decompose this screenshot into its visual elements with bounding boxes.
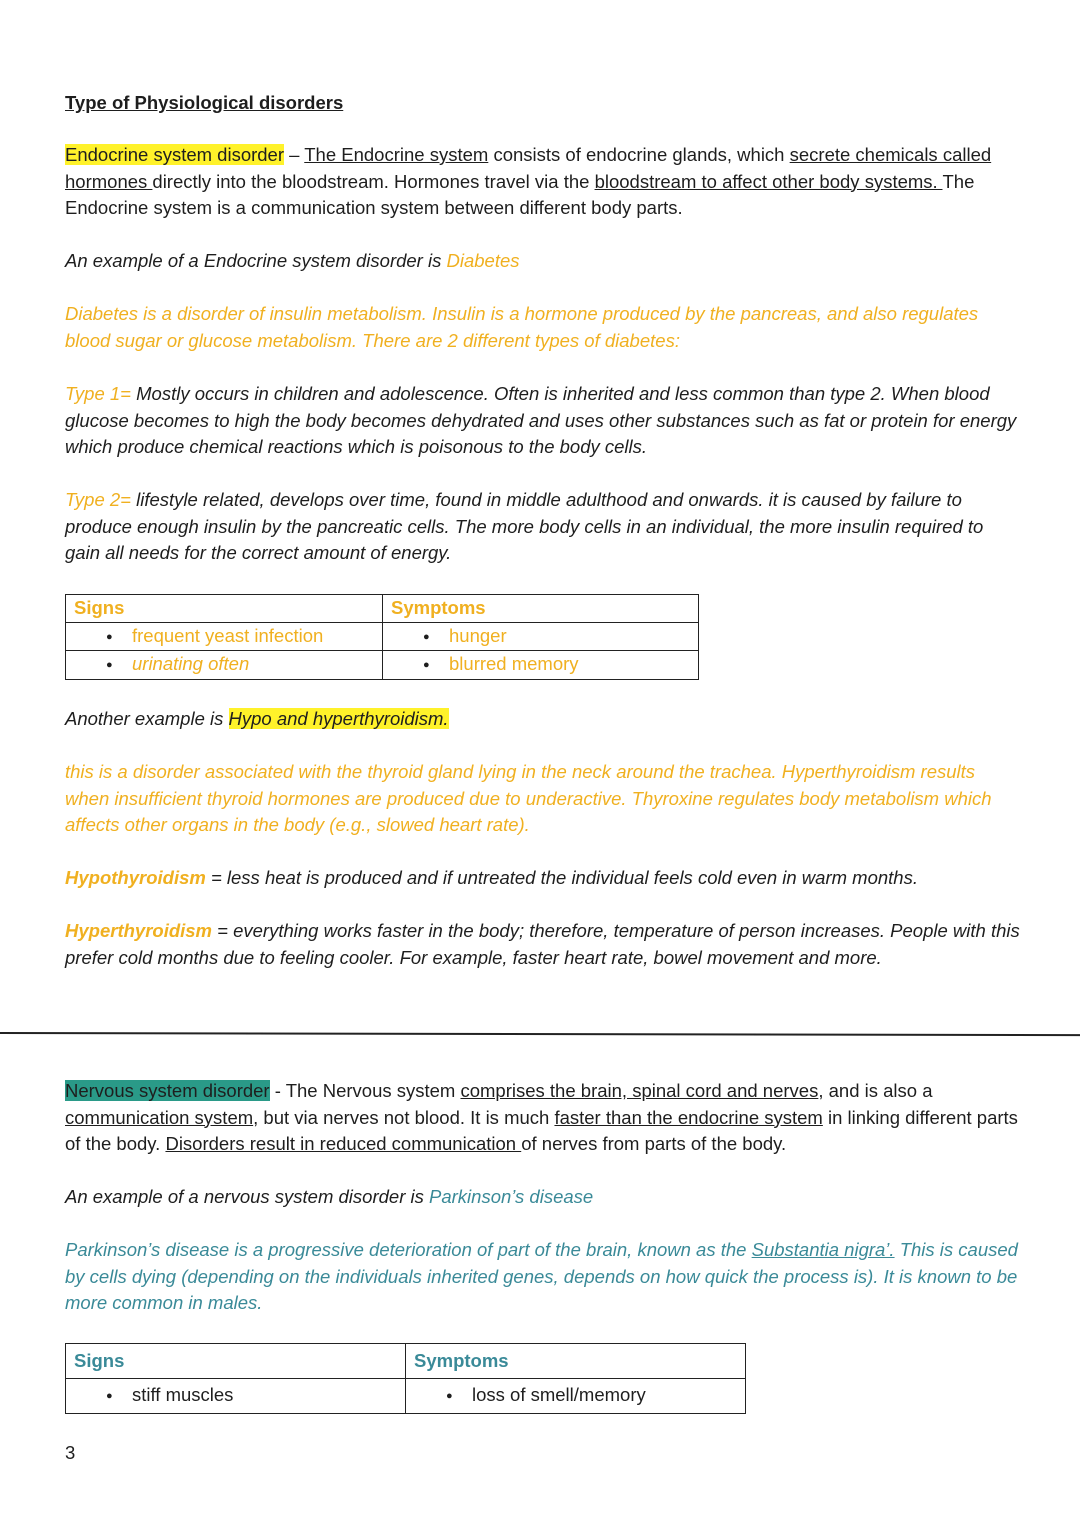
parkinsons-description: Parkinson’s disease is a progressive deterioration of part of the brain, known as the Substantia nigra’. This is caused by cells dying (depending on the individuals inherited genes, depends on how quick the process is). It is known to be more common in males. — [65, 1239, 1018, 1313]
section-divider — [0, 1032, 1080, 1036]
thyroid-description: this is a disorder associated with the thyroid gland lying in the neck around the trachea. Hyperthyroidism results when insufficient thyroid hormones are produced due to underactive. Thyroxine regulates body metabolism which affects other organs in the body (e.g., slowed heart rate). — [65, 761, 992, 835]
signs-header: Signs — [66, 1344, 406, 1379]
sign-item: ● frequent yeast infection — [66, 622, 383, 651]
sign-item: ● stiff muscles — [66, 1379, 406, 1414]
hyperthyroidism-paragraph: Hyperthyroidism = everything works faster in the body; therefore, temperature of person increases. People with this prefer cold months due to feeling cooler. For example, faster heart rate, bowel movement and more. — [65, 920, 1020, 968]
bullet-icon — [446, 1384, 472, 1405]
thyroid-highlight: Hypo and hyperthyroidism. — [228, 708, 449, 729]
symptom-item: ● hunger — [383, 622, 699, 651]
symptom-item: ● loss of smell/memory — [406, 1379, 746, 1414]
diabetes-label: Diabetes — [446, 250, 520, 271]
nervous-heading-highlight: Nervous system disorder — [65, 1080, 270, 1101]
symptoms-header: Symptoms — [406, 1344, 746, 1379]
bullet-icon — [423, 625, 449, 646]
nervous-intro: Nervous system disorder - The Nervous system comprises the brain, spinal cord and nerves, and is also a communication system, but via nerves not blood. It is much faster than the endocrine system in linking different parts of the body. Disorders result in reduced communication of nerves from parts of the body. — [65, 1080, 1018, 1154]
diabetes-signs-symptoms-table — [65, 594, 699, 680]
hypothyroidism-paragraph: Hypothyroidism = less heat is produced and if untreated the individual feels cold even in warm months. — [65, 867, 918, 888]
diabetes-description: Diabetes is a disorder of insulin metabolism. Insulin is a hormone produced by the pancreas, and also regulates blood sugar or glucose metabolism. There are 2 different types of diabetes: — [65, 303, 979, 351]
bullet-icon — [106, 653, 132, 674]
parkinsons-signs-symptoms-table — [65, 1343, 746, 1414]
bullet-icon — [423, 653, 449, 674]
endocrine-intro: Endocrine system disorder – The Endocrine system consists of endocrine glands, which secrete chemicals called hormones directly into the bloodstream. Hormones travel via the bloodstream to affect other body systems. The Endocrine system is a communication system between different body parts. — [65, 144, 992, 218]
type2-paragraph: Type 2= lifestyle related, develops over time, found in middle adulthood and onwards. it is caused by failure to produce enough insulin by the pancreatic cells. The more body cells in an individual, the more insulin required to gain all needs for the correct amount of energy. — [65, 489, 984, 563]
nervous-example: An example of a nervous system disorder is Parkinson’s disease — [65, 1186, 594, 1207]
symptom-item: ● blurred memory — [383, 651, 699, 680]
bullet-icon — [106, 1384, 132, 1405]
page-number: 3 — [65, 1442, 76, 1463]
endocrine-heading-highlight: Endocrine system disorder — [65, 144, 285, 165]
bullet-icon — [106, 625, 132, 646]
signs-header: Signs — [66, 595, 383, 623]
parkinsons-label: Parkinson’s disease — [429, 1186, 594, 1207]
endocrine-example: An example of a Endocrine system disorder is Diabetes — [65, 250, 520, 271]
type1-paragraph: Type 1= Mostly occurs in children and adolescence. Often is inherited and less common than type 2. When blood glucose becomes to high the body becomes dehydrated and uses other substances such as fat or protein for energy which produce chemical reactions which is poisonous to the body cells. — [65, 383, 1017, 457]
page-title: Type of Physiological disorders — [65, 92, 344, 113]
thyroid-example: Another example is Hypo and hyperthyroidism. — [65, 708, 449, 729]
sign-item: ● urinating often — [66, 651, 383, 680]
symptoms-header: Symptoms — [383, 595, 699, 623]
